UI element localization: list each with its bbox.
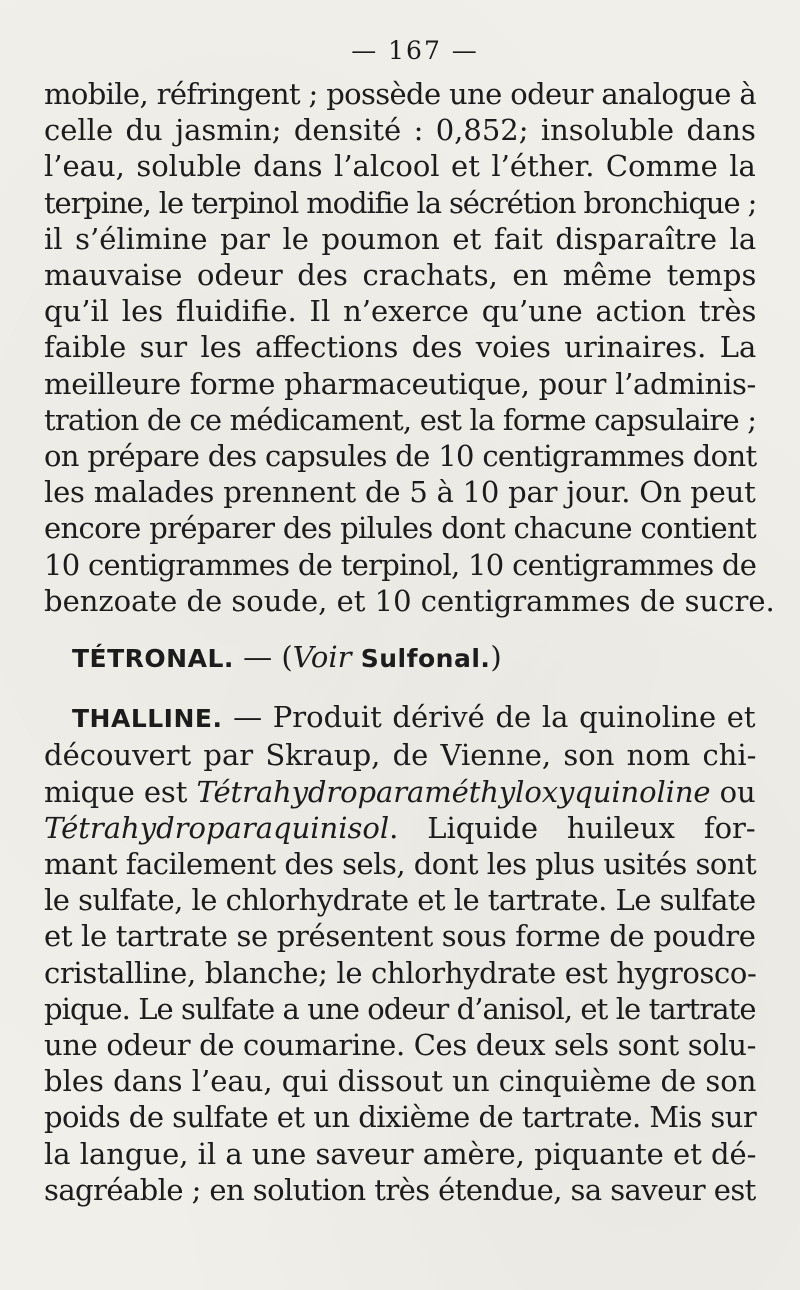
voir-label: Voir [292, 640, 352, 675]
text-span: ou [710, 774, 756, 809]
text-line: faible sur les affections des voies urinaires. La [44, 330, 757, 365]
chemical-name: Tétrahydroparaméthyloxyquinoline [196, 774, 711, 809]
text-line: tration de ce médicament, est la forme capsulaire ; [44, 402, 757, 437]
text-line: le sulfate, le chlorhydrate et le tartrate. Le sulfate [44, 883, 756, 918]
text-line: benzoate de soude, et 10 centigrammes de sucre. [44, 583, 775, 618]
entry-dash: — ( [233, 640, 293, 675]
page-number: — 167 — [351, 36, 479, 65]
tetronal-entry [72, 639, 756, 677]
text-span: mique est [44, 774, 197, 809]
text-line: on prépare des capsules de 10 centigrammes dont [44, 439, 757, 474]
text-line: encore préparer des pilules dont chacune contient [44, 511, 757, 546]
text-line [44, 774, 756, 810]
text-line: et le tartrate se présentent sous forme de poudre [44, 919, 756, 954]
text-line: bles dans l’eau, qui dissout un cinquième de son [44, 1064, 757, 1099]
text-line: l’eau, soluble dans l’alcool et l’éther. Comme la [44, 149, 756, 184]
text-line: 10 centigrammes de terpinol, 10 centigrammes de [44, 547, 757, 582]
text-line: sagréable ; en solution très étendue, sa saveur est [44, 1172, 756, 1207]
text-line [44, 810, 756, 846]
text-line: la langue, il a une saveur amère, piquante et dé- [44, 1136, 757, 1171]
text-line: qu’il les fluidifie. Il n’exerce qu’une action très [44, 294, 757, 329]
thalline-entry [44, 699, 756, 1208]
text-span: . Liquide huileux for- [389, 810, 756, 845]
text-line: poids de sulfate et un dixième de tartrate. Mis sur [44, 1100, 757, 1135]
text-line: les malades prennent de 5 à 10 par jour. On peut [44, 475, 756, 510]
cross-reference: Sulfonal. [351, 644, 491, 674]
entry-term: TÉTRONAL. [72, 644, 234, 674]
text-line: mauvaise odeur des crachats, en même temps [44, 258, 757, 293]
intro-paragraph [44, 76, 775, 619]
entry-term: THALLINE. [72, 704, 223, 734]
text-line: cristalline, blanche; le chlorhydrate est hygrosco- [44, 955, 757, 990]
text-line: une odeur de coumarine. Ces deux sels sont solu- [44, 1028, 757, 1063]
entry-close: ) [490, 640, 502, 675]
text-line: terpine, le terpinol modifie la sécrétion bronchique ; [44, 185, 757, 220]
text-line: découvert par Skraup, de Vienne, son nom chi- [44, 738, 757, 773]
text-line [44, 699, 756, 737]
chemical-name: Tétrahydroparaquinisol [44, 810, 390, 845]
text-line: meilleure forme pharmaceutique, pour l’adminis- [44, 366, 757, 401]
text-line: celle du jasmin; densité : 0,852; insoluble dans [44, 113, 756, 148]
text-line: mobile, réfringent ; possède une odeur analogue à [44, 77, 756, 111]
text-line: mant facilement des sels, dont les plus usités sont [44, 847, 757, 882]
text-line: pique. Le sulfate a une odeur d’anisol, et le tartrate [44, 991, 756, 1026]
text-line: il s’élimine par le poumon et fait disparaître la [44, 221, 757, 256]
text-span: — Produit dérivé de la quinoline et [222, 700, 756, 735]
